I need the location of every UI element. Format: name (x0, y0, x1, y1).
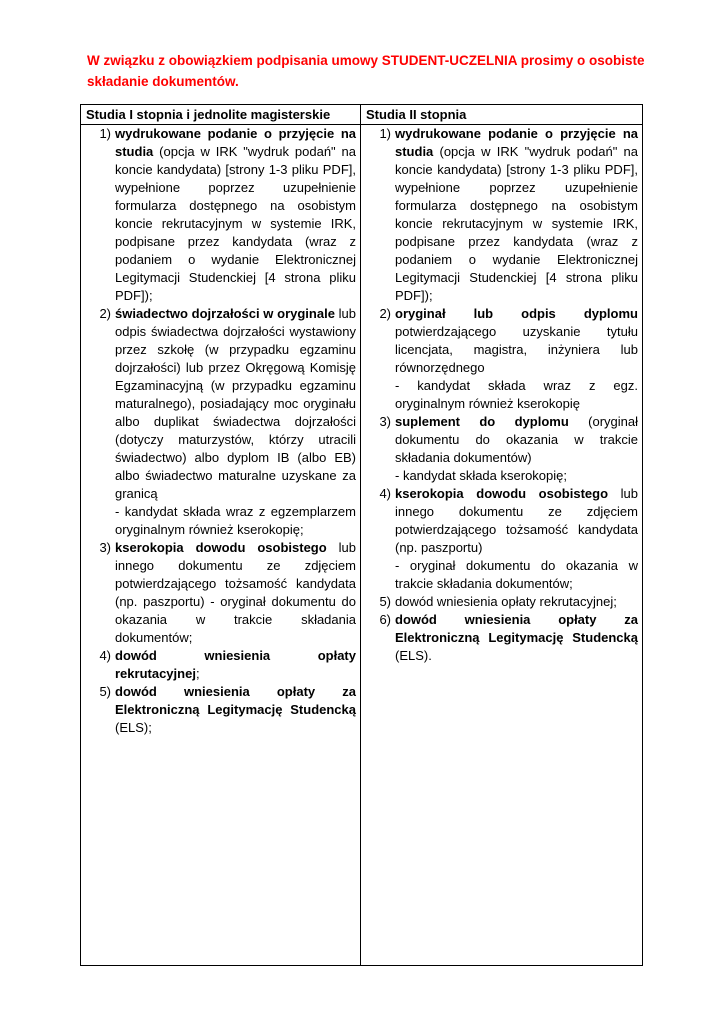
item-number: 2) (99, 306, 111, 321)
item-regular-text: lub innego dokumentu ze zdjęciem potwierdzającego tożsamość kandydata (np. paszportu) (395, 486, 638, 555)
col2-item-4 (361, 485, 638, 593)
item-text (115, 305, 356, 539)
item-text (395, 593, 638, 611)
item-bold-text: wydrukowane podanie o przyjęcie na studia (395, 126, 638, 159)
item-text (115, 125, 356, 305)
item-regular-text: dowód wniesienia opłaty rekrutacyjnej; (395, 594, 617, 609)
item-regular-text: ; (195, 666, 200, 681)
item-note: - kandydat składa kserokopię; (395, 468, 567, 483)
item-bold-text: wydrukowane podanie o przyjęcie na studia (115, 126, 356, 159)
documents-table (80, 104, 643, 966)
col2-document-list (361, 125, 638, 665)
col1-header: Studia I stopnia i jednolite magisterskie (81, 105, 361, 125)
col1-item-5 (81, 683, 356, 737)
item-bold-text: dowód wniesienia opłaty rekrutacyjnej (115, 648, 356, 681)
col1-item-1 (81, 125, 356, 305)
item-bold-text: dowód wniesienia opłaty za Elektroniczną Legitymację Studencką (395, 612, 638, 645)
item-note: - kandydat składa wraz z egzemplarzem oryginalnym również kserokopię; (115, 504, 356, 537)
col2-item-6 (361, 611, 638, 665)
item-number: 5) (99, 684, 111, 699)
item-text (115, 683, 356, 737)
col2-header: Studia II stopnia (361, 105, 643, 125)
item-text (115, 539, 356, 647)
notice-heading: W związku z obowiązkiem podpisania umowy STUDENT-UCZELNIA prosimy o osobiste składanie dokumentów. (87, 53, 645, 89)
item-bold-text: kserokopia dowodu osobistego (395, 486, 609, 501)
item-bold-text: kserokopia dowodu osobistego (115, 540, 327, 555)
item-text (115, 647, 356, 683)
col1-cell (81, 125, 361, 966)
item-number: 1) (99, 126, 111, 141)
item-regular-text: potwierdzającego uzyskanie tytułu licencjata, magistra, inżyniera lub równorzędnego (395, 324, 638, 375)
item-regular-text: (ELS); (115, 720, 152, 735)
item-regular-text: (opcja w IRK "wydruk podań" na koncie kandydata) [strony 1-3 pliku PDF], wypełnione poprzez uzupełnienie formularza dostępnego na osobistym koncie rekrutacyjnym w systemie IRK, podpisane przez kandydata (wraz z podaniem o wydanie Elektronicznej Legitymacji Studenckiej [4 strona pliku PDF]); (115, 144, 356, 303)
col1-document-list (81, 125, 356, 737)
col1-item-2 (81, 305, 356, 539)
item-regular-text: (ELS). (395, 648, 432, 663)
item-number: 1) (379, 126, 391, 141)
item-bold-text: świadectwo dojrzałości w oryginale (115, 306, 335, 321)
item-note: - oryginał dokumentu do okazania w trakcie składania dokumentów; (395, 558, 638, 591)
table-body-row (81, 125, 643, 966)
item-text (395, 125, 638, 305)
item-number: 5) (379, 594, 391, 609)
item-regular-text: (opcja w IRK "wydruk podań" na koncie kandydata) [strony 1-3 pliku PDF], wypełnione poprzez uzupełnienie formularza dostępnego na osobistym koncie rekrutacyjnym w systemie IRK, podpisane przez kandydata (wraz z podaniem o wydanie Elektronicznej Legitymacji Studenckiej [4 strona pliku PDF]); (395, 144, 638, 303)
item-bold-text: dowód wniesienia opłaty za Elektroniczną Legitymację Studencką (115, 684, 356, 717)
item-bold-text: oryginał lub odpis dyplomu (395, 306, 638, 321)
item-number: 6) (379, 612, 391, 627)
table-header-row (81, 105, 643, 125)
item-number: 4) (379, 486, 391, 501)
col2-item-5 (361, 593, 638, 611)
item-number: 2) (379, 306, 391, 321)
item-text (395, 305, 638, 413)
item-number: 3) (379, 414, 391, 429)
col2-cell (361, 125, 643, 966)
item-text (395, 413, 638, 485)
item-regular-text: lub innego dokumentu ze zdjęciem potwierdzającego tożsamość kandydata (np. paszportu) - oryginał dokumentu do okazania w trakcie składania dokumentów; (115, 540, 356, 645)
col1-item-4 (81, 647, 356, 683)
col1-item-3 (81, 539, 356, 647)
col2-item-1 (361, 125, 638, 305)
item-note: - kandydat składa wraz z egz. oryginalnym również kserokopię (395, 378, 638, 411)
item-number: 4) (99, 648, 111, 663)
item-text (395, 611, 638, 665)
col2-item-2 (361, 305, 638, 413)
col2-item-3 (361, 413, 638, 485)
item-regular-text: lub odpis świadectwa dojrzałości wystawiony przez szkołę (w przypadku egzaminu dojrzałości) lub przez Okręgową Komisję Egzaminacyjną (w przypadku egzaminu maturalnego), posiadający moc oryginału albo duplikat świadectwa dojrzałości (dotyczy maturzystów, którzy utracili świadectwo) albo dyplom IB (albo EB) albo świadectwo maturalne uzyskane za granicą (115, 306, 356, 501)
item-text (395, 485, 638, 593)
item-regular-text: (oryginał dokumentu do okazania w trakcie składania dokumentów) (395, 414, 638, 465)
item-bold-text: suplement do dyplomu (395, 414, 569, 429)
item-number: 3) (99, 540, 111, 555)
